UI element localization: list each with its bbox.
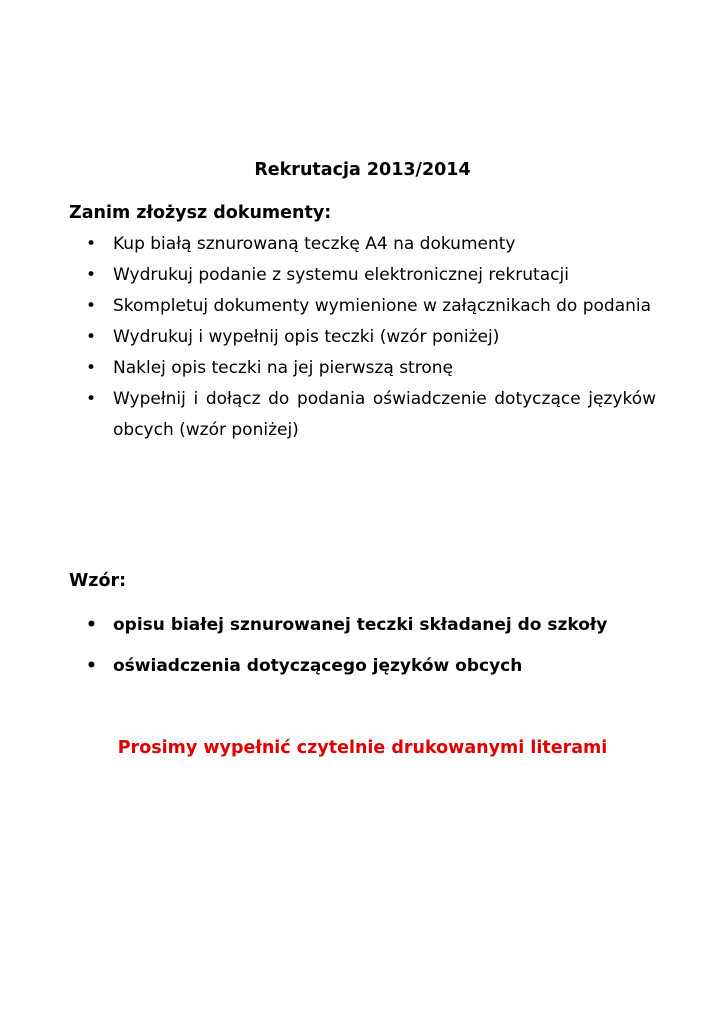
list-item xyxy=(0,322,656,353)
list-item-text: Skompletuj dokumenty wymienione w załącznikach do podania xyxy=(113,296,652,316)
document-title: Rekrutacja 2013/2014 xyxy=(254,160,471,180)
bullet-icon: • xyxy=(86,327,97,347)
list-item xyxy=(0,611,656,639)
bullet-icon: • xyxy=(86,389,97,409)
list-item xyxy=(0,229,656,260)
bullet-icon: • xyxy=(86,234,97,254)
list-item-text: oświadczenia dotyczącego języków obcych xyxy=(113,656,523,676)
steps-list xyxy=(0,229,656,446)
list-item-text: Wydrukuj i wypełnij opis teczki (wzór poniżej) xyxy=(113,327,500,347)
list-item-text: Naklej opis teczki na jej pierwszą stronę xyxy=(113,358,453,378)
list-item xyxy=(0,353,656,384)
pattern-heading: Wzór: xyxy=(69,571,127,591)
list-item xyxy=(0,384,656,446)
bullet-icon: • xyxy=(86,615,97,635)
list-item-text: Wypełnij i dołącz do podania oświadczenie dotyczące języków obcych (wzór poniżej) xyxy=(113,389,656,440)
bullet-icon: • xyxy=(86,656,97,676)
list-item-text: Kup białą sznurowaną teczkę A4 na dokumenty xyxy=(113,234,516,254)
bullet-icon: • xyxy=(86,358,97,378)
list-item-text: opisu białej sznurowanej teczki składanej do szkoły xyxy=(113,615,608,635)
list-item xyxy=(0,260,656,291)
list-item xyxy=(0,652,656,680)
bullet-icon: • xyxy=(86,265,97,285)
list-item-text: Wydrukuj podanie z systemu elektronicznej rekrutacji xyxy=(113,265,569,285)
bullet-icon: • xyxy=(86,296,97,316)
list-item xyxy=(0,291,656,322)
pattern-list xyxy=(0,611,656,693)
fill-in-note: Prosimy wypełnić czytelnie drukowanymi literami xyxy=(117,738,608,758)
before-submitting-heading: Zanim złożysz dokumenty: xyxy=(69,203,332,223)
